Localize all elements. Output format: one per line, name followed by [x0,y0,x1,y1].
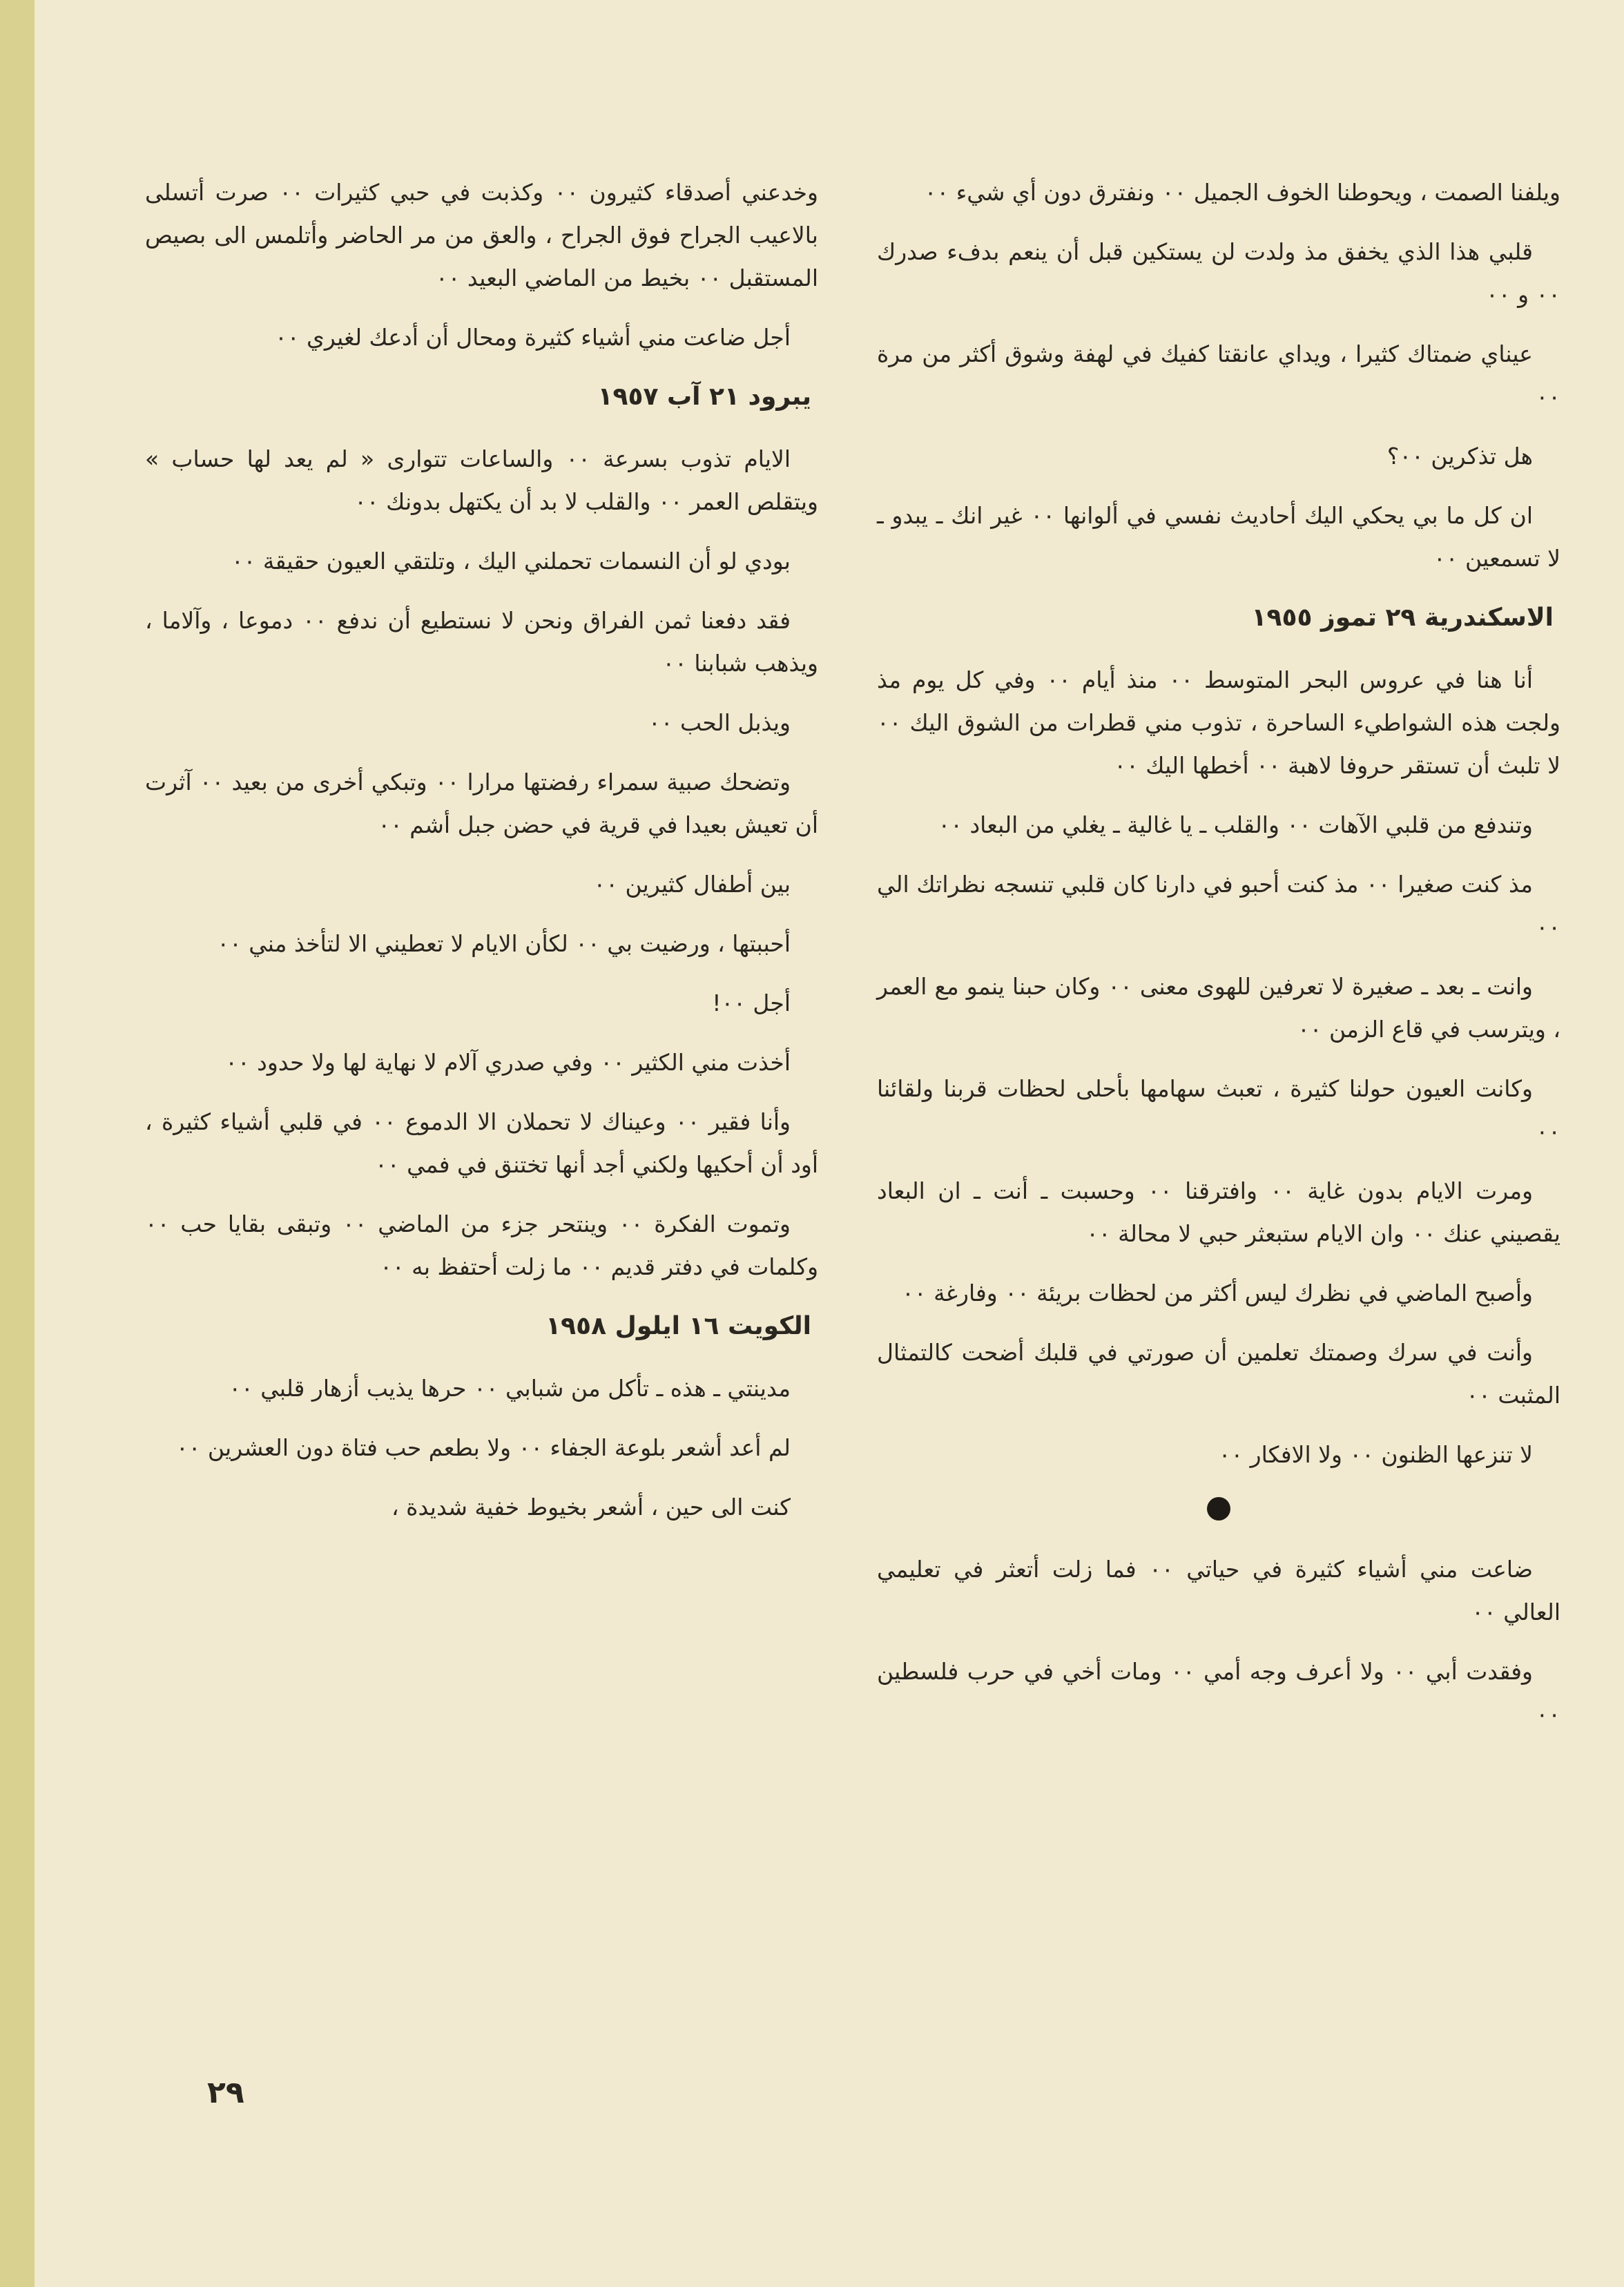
paragraph: وفقدت أبي ٠٠ ولا أعرف وجه أمي ٠٠ ومات أخي في حرب فلسطين ٠٠ [877,1658,1560,1728]
paragraph: قلبي هذا الذي يخفق مذ ولدت لن يستكين قبل أن ينعم بدفء صدرك ٠٠ و ٠٠ [877,238,1560,308]
paragraph: عيناي ضمتاك كثيرا ، ويداي عانقتا كفيك في لهفة وشوق أكثر من مرة ٠٠ [877,340,1560,410]
paragraph: وانت ـ بعد ـ صغيرة لا تعرفين للهوى معنى ٠٠ وكان حبنا ينمو مع العمر ، ويترسب في قاع الزمن ٠٠ [877,973,1560,1043]
paragraph: وتموت الفكرة ٠٠ وينتحر جزء من الماضي ٠٠ وتبقى بقايا حب ٠٠ وكلمات في دفتر قديم ٠٠ ما زلت أحتفظ به ٠٠ [145,1210,818,1280]
paragraph: بين أطفال كثيرين ٠٠ [593,871,791,898]
paragraph: ان كل ما بي يحكي اليك أحاديث نفسي في ألوانها ٠٠ غير انك ـ يبدو ـ لا تسمعين ٠٠ [877,502,1560,572]
paragraph: أنا هنا في عروس البحر المتوسط ٠٠ منذ أيام ٠٠ وفي كل يوم مذ ولجت هذه الشواطيء الساحرة ، تذوب مني قطرات من الشوق اليك ٠٠ لا تلبث أن تستقر حروفا لاهبة ٠٠ أخطها اليك ٠٠ [877,666,1560,779]
paragraph: أجل ٠٠! [712,990,791,1016]
section-heading: الكويت ١٦ ايلول ١٩٥٨ [545,1312,811,1340]
paragraph: هل تذكرين ٠٠؟ [1386,443,1533,470]
paragraph: مذ كنت صغيرا ٠٠ مذ كنت أحبو في دارنا كان قلبي تنسجه نظراتك الي ٠٠ [877,871,1560,940]
section-heading: الاسكندرية ٢٩ تموز ١٩٥٥ [1251,604,1554,632]
paragraph: وأنت في سرك وصمتك تعلمين أن صورتي في قلبك أضحت كالتمثال المثبت ٠٠ [877,1339,1560,1409]
paragraph: ويذبل الحب ٠٠ [648,709,791,736]
paragraph: وكانت العيون حولنا كثيرة ، تعبث سهامها بأحلى لحظات قربنا ولقائنا ٠٠ [877,1075,1560,1145]
paragraph: لم أعد أشعر بلوعة الجفاء ٠٠ ولا بطعم حب فتاة دون العشرين ٠٠ [175,1434,791,1461]
paragraph: لا تنزعها الظنون ٠٠ ولا الافكار ٠٠ [1218,1441,1533,1468]
paragraph: وخدعني أصدقاء كثيرون ٠٠ وكذبت في حبي كثيرات ٠٠ صرت أتسلى بالاعيب الجراح فوق الجراح ، والعق من مر الحاضر وأتلمس الى بصيص المستقبل ٠٠ بخيط من الماضي البعيد ٠٠ [145,179,818,291]
paragraph: كنت الى حين ، أشعر بخيوط خفية شديدة ، [392,1494,791,1521]
paragraph: ويلفنا الصمت ، ويحوطنا الخوف الجميل ٠٠ ونفترق دون أي شيء ٠٠ [924,179,1560,206]
paragraph: ضاعت مني أشياء كثيرة في حياتي ٠٠ فما زلت أتعثر في تعليمي العالي ٠٠ [877,1556,1560,1625]
paragraph: الايام تذوب بسرعة ٠٠ والساعات تتوارى « لم يعد لها حساب » ويتقلص العمر ٠٠ والقلب لا بد أن يكتهل بدونك ٠٠ [145,445,818,515]
left-column [145,171,818,1545]
paragraph: فقد دفعنا ثمن الفراق ونحن لا نستطيع أن ندفع ٠٠ دموعا ، وآلاما ، ويذهب شبابنا ٠٠ [145,607,818,677]
paragraph: بودي لو أن النسمات تحملني اليك ، وتلتقي العيون حقيقة ٠٠ [231,548,791,575]
paragraph: أحببتها ، ورضيت بي ٠٠ لكأن الايام لا تعطيني الا لتأخذ مني ٠٠ [217,930,791,957]
paragraph: ومرت الايام بدون غاية ٠٠ وافترقنا ٠٠ وحسبت ـ أنت ـ ان البعاد يقصيني عنك ٠٠ وان الايام ستبعثر حبي لا محالة ٠٠ [877,1177,1560,1247]
section-heading: يبرود ٢١ آب ١٩٥٧ [597,383,811,411]
paragraph: مدينتي ـ هذه ـ تأكل من شبابي ٠٠ حرها يذيب أزهار قلبي ٠٠ [229,1375,791,1402]
paragraph: أجل ضاعت مني أشياء كثيرة ومحال أن أدعك لغيري ٠٠ [275,324,791,351]
paragraph: وتندفع من قلبي الآهات ٠٠ والقلب ـ يا غالية ـ يغلي من البعاد ٠٠ [938,811,1533,838]
paragraph: أخذت مني الكثير ٠٠ وفي صدري آلام لا نهاية لها ولا حدود ٠٠ [225,1049,791,1076]
page-number: ٢٩ [207,2075,244,2110]
section-divider-dot [1207,1497,1230,1521]
paragraph: وتضحك صبية سمراء رفضتها مرارا ٠٠ وتبكي أخرى من بعيد ٠٠ آثرت أن تعيش بعيدا في قرية في حضن جبل أشم ٠٠ [145,769,818,838]
page [35,0,1624,2287]
paragraph: وأصبح الماضي في نظرك ليس أكثر من لحظات بريئة ٠٠ وفارغة ٠٠ [902,1280,1533,1306]
paragraph: وأنا فقير ٠٠ وعيناك لا تحملان الا الدموع ٠٠ في قلبي أشياء كثيرة ، أود أن أحكيها ولكني أجد أنها تختنق في فمي ٠٠ [145,1108,818,1178]
right-column [877,171,1560,1753]
